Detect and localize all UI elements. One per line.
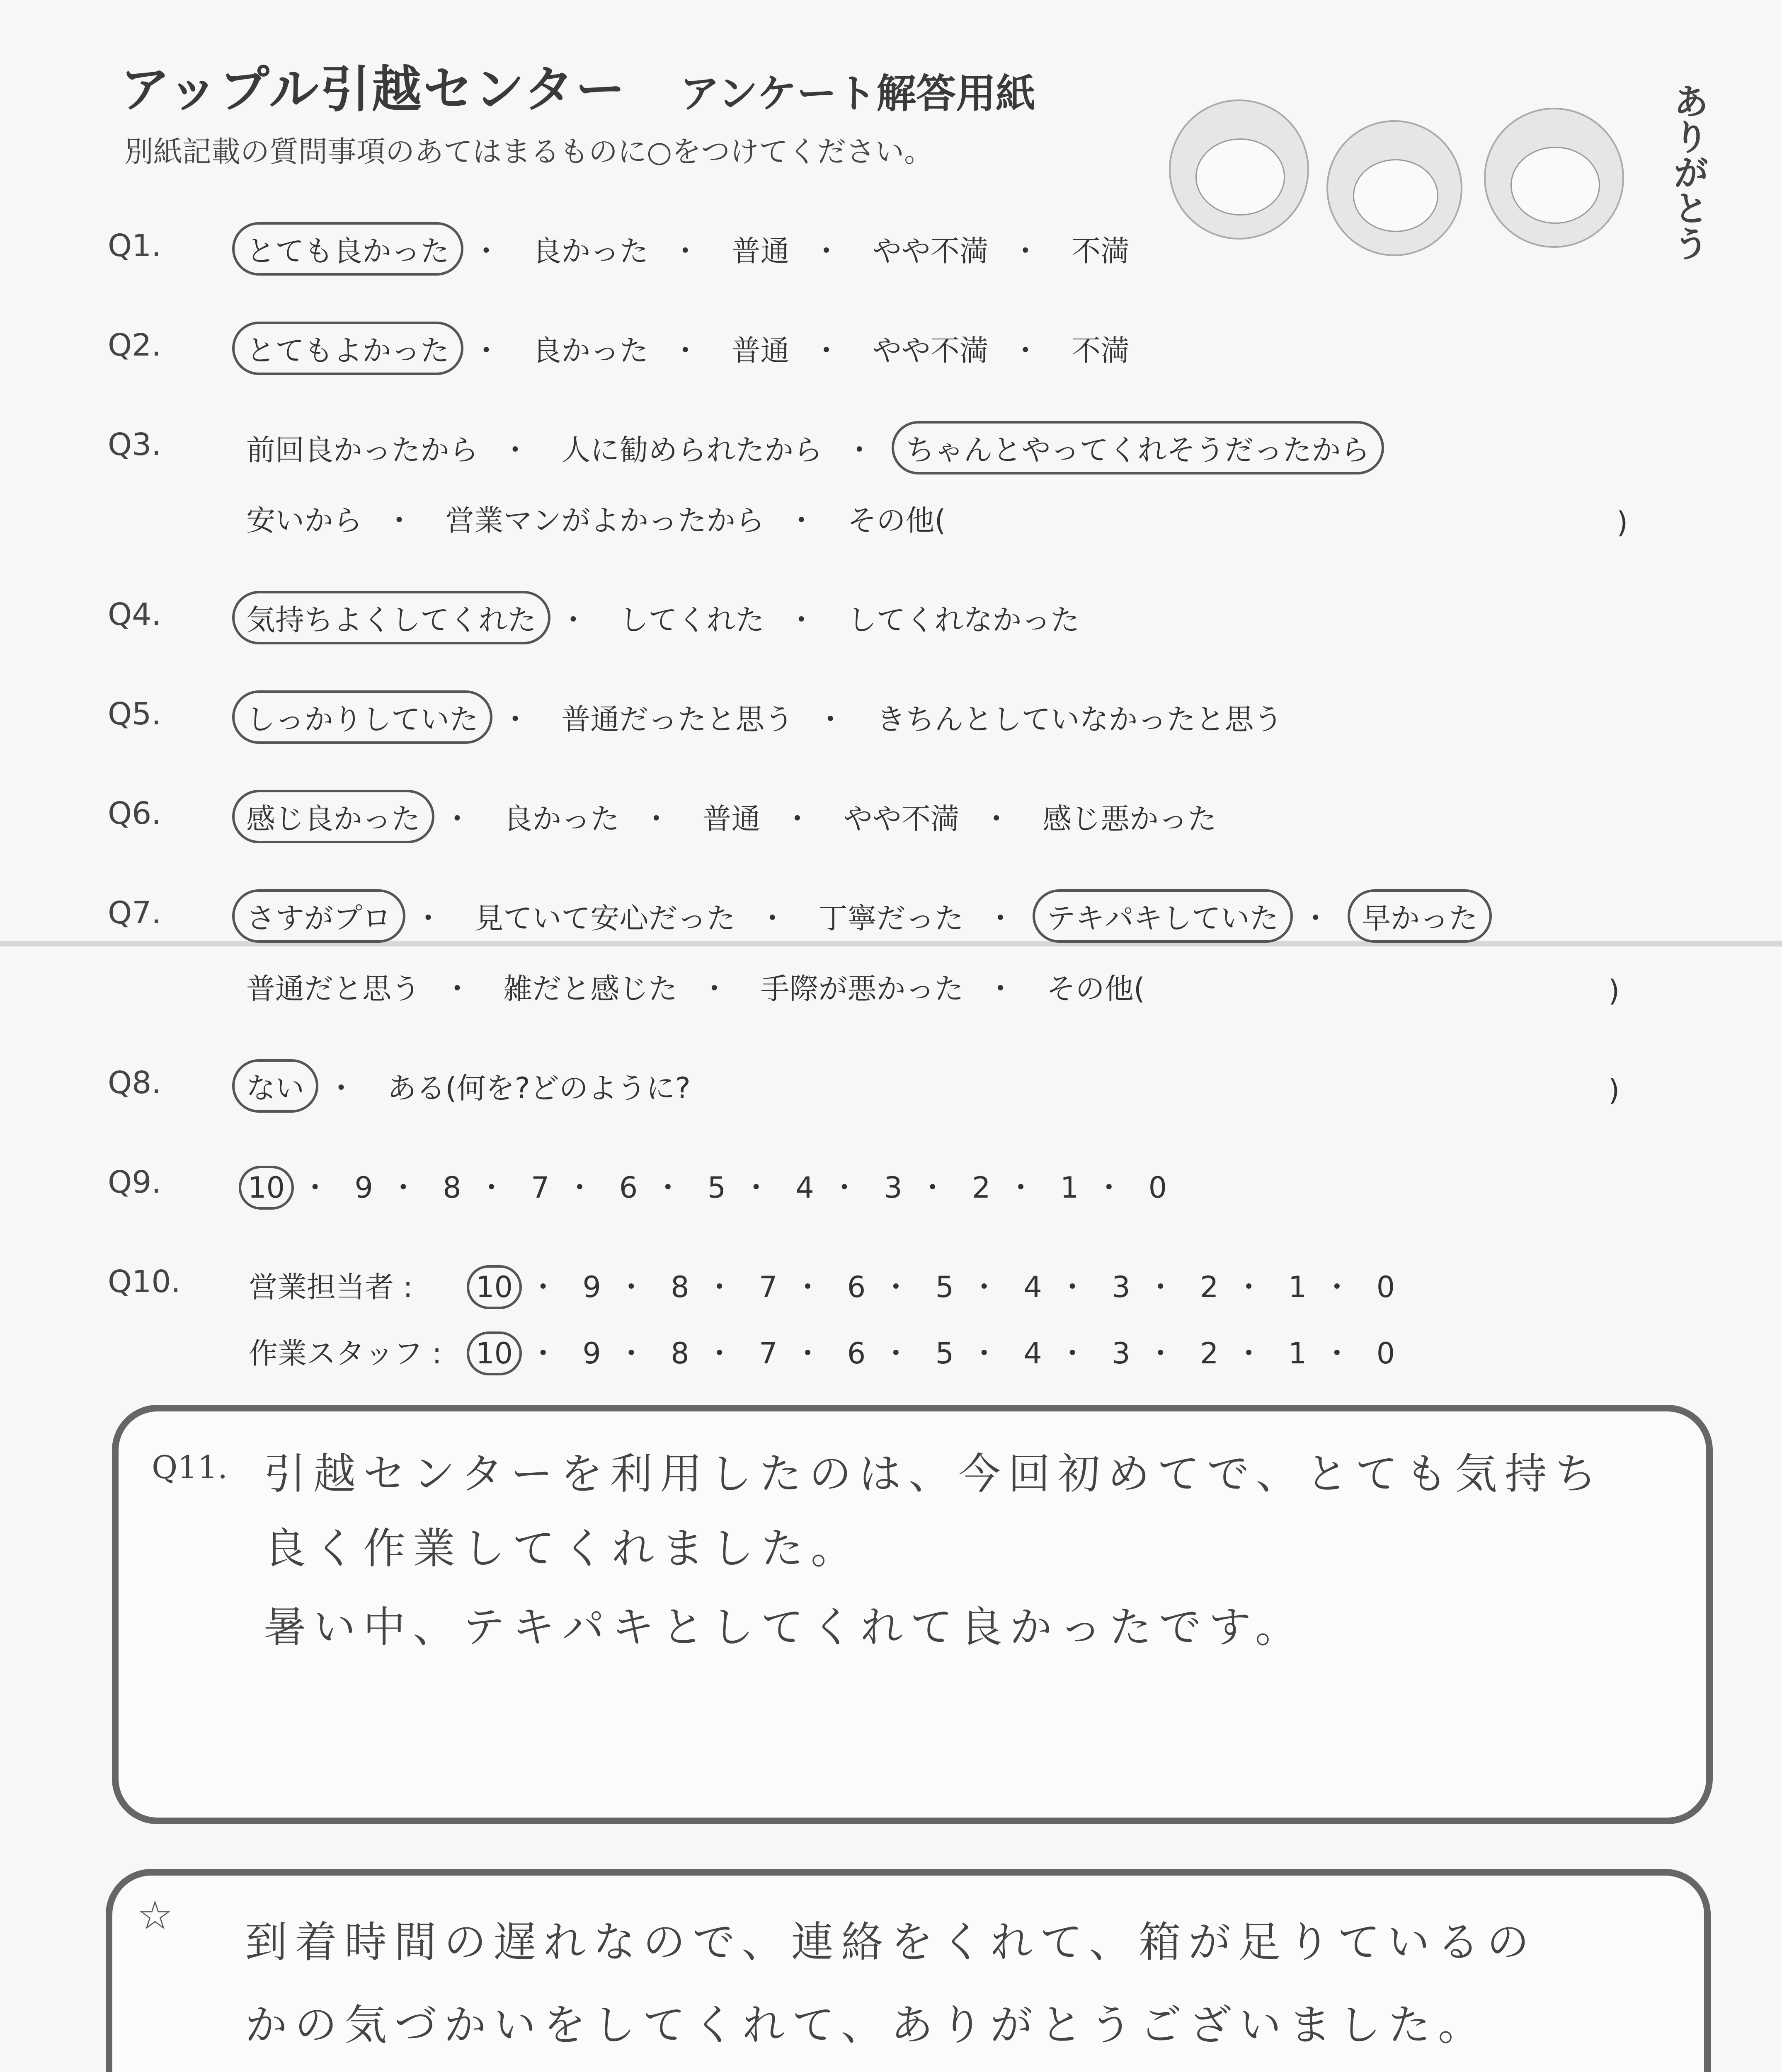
q10-sales-score-selected[interactable]: 10 — [468, 1270, 520, 1304]
q10-sales-score[interactable]: 9 — [582, 1270, 601, 1304]
q9-score[interactable]: 3 — [884, 1171, 902, 1205]
q7-close-paren: ) — [1608, 974, 1620, 1008]
q9-score[interactable]: 7 — [531, 1171, 550, 1205]
q10-sales-score[interactable]: 3 — [1112, 1270, 1130, 1304]
q9-score[interactable]: 1 — [1060, 1171, 1079, 1205]
q9-score-selected[interactable]: 10 — [240, 1171, 292, 1205]
free-comment-box[interactable] — [106, 1869, 1711, 2072]
q5-option[interactable]: きちんとしていなかったと思う — [876, 702, 1283, 736]
q2-option[interactable]: やや不満 — [872, 334, 989, 368]
q7-option[interactable]: 丁寧だった — [818, 901, 964, 935]
q2-option[interactable]: 良かった — [532, 334, 649, 368]
q3-option[interactable]: 人に勧められたから — [561, 433, 823, 467]
q1-option[interactable]: 良かった — [532, 234, 649, 268]
q9-score[interactable]: 0 — [1148, 1171, 1167, 1205]
q7-option-other[interactable]: その他( — [1046, 972, 1145, 1006]
q10-sales-score[interactable]: 5 — [935, 1270, 954, 1304]
q10-staff-score[interactable]: 6 — [847, 1336, 866, 1370]
q10-staff-score[interactable]: 7 — [759, 1336, 778, 1370]
q9-score[interactable]: 2 — [972, 1171, 991, 1205]
q1-option[interactable]: 不満 — [1072, 234, 1130, 268]
q1-option[interactable]: やや不満 — [872, 234, 989, 268]
q3-option[interactable]: 営業マンがよかったから — [445, 503, 765, 537]
q10-staff-score[interactable]: 1 — [1288, 1336, 1307, 1370]
q10-sales-score[interactable]: 2 — [1200, 1270, 1219, 1304]
q11-comment-line: 良く作業してくれました。 — [264, 1524, 861, 1573]
q2-options: とてもよかった ・ 良かった ・ 普通 ・ やや不満 ・ 不満 — [232, 327, 1144, 369]
q6-option[interactable]: 良かった — [503, 802, 620, 836]
q6-label: Q6. — [108, 796, 161, 831]
q6-options: 感じ良かった ・ 良かった ・ 普通 ・ やや不満 ・ 感じ悪かった — [232, 796, 1231, 838]
q9-score[interactable]: 4 — [795, 1171, 814, 1205]
q1-option[interactable]: 普通 — [731, 234, 790, 268]
q4-option[interactable]: してくれなかった — [847, 603, 1080, 637]
q9-score[interactable]: 9 — [354, 1171, 373, 1205]
q7-option-selected[interactable]: さすがプロ — [232, 895, 405, 937]
q9-label: Q9. — [108, 1164, 161, 1200]
q4-option-selected[interactable]: 気持ちよくしてくれた — [232, 597, 550, 639]
q8-options: ない ・ ある(何を?どのように? — [232, 1065, 705, 1107]
q7-label: Q7. — [108, 895, 161, 931]
q4-option[interactable]: してくれた — [619, 603, 765, 637]
q6-option[interactable]: やや不満 — [843, 802, 960, 836]
q9-score[interactable]: 6 — [619, 1171, 638, 1205]
q7-option[interactable]: 見ていて安心だった — [474, 901, 736, 935]
q10-label: Q10. — [108, 1264, 181, 1300]
q11-comment-line: 暑い中、テキパキとしてくれて良かったです。 — [264, 1603, 1305, 1652]
q9-score[interactable]: 5 — [707, 1171, 726, 1205]
q10-sales-score[interactable]: 0 — [1376, 1270, 1395, 1304]
q10-staff-score[interactable]: 9 — [582, 1336, 601, 1370]
q10-sales-score[interactable]: 6 — [847, 1270, 866, 1304]
q3-options-line1: 前回良かったから ・ 人に勧められたから ・ ちゃんとやってくれそうだったから — [232, 427, 1384, 469]
q10-sales-score[interactable]: 4 — [1023, 1270, 1042, 1304]
q8-close-paren: ) — [1608, 1073, 1620, 1107]
q2-option-selected[interactable]: とてもよかった — [232, 327, 463, 369]
q11-comment-line: 引越センターを利用したのは、今回初めてで、とても気持ち — [264, 1450, 1604, 1499]
q10-staff-scale: 10 ・ 9 ・ 8 ・ 7 ・ 6 ・ 5 ・ 4 ・ 3 ・ 2 ・ 1 ・ 0 — [468, 1330, 1402, 1372]
q10-staff-score[interactable]: 8 — [671, 1336, 689, 1370]
q10-staff-score[interactable]: 4 — [1023, 1336, 1042, 1370]
q6-option-selected[interactable]: 感じ良かった — [232, 796, 434, 838]
q11-comment-box[interactable] — [112, 1405, 1713, 1824]
q8-option-selected[interactable]: ない — [232, 1065, 318, 1107]
q10-staff-label: 作業スタッフ : — [249, 1336, 442, 1370]
q6-option[interactable]: 感じ悪かった — [1043, 802, 1217, 836]
q7-option[interactable]: 雑だと感じた — [503, 972, 678, 1006]
q3-close-paren: ) — [1617, 506, 1628, 540]
q10-staff-score[interactable]: 0 — [1376, 1336, 1395, 1370]
q10-staff-score-selected[interactable]: 10 — [468, 1336, 520, 1370]
q8-option[interactable]: ある(何を?どのように? — [387, 1071, 691, 1105]
instruction-text: 別紙記載の質問事項のあてはまるものに○をつけてください。 — [124, 135, 933, 169]
survey-company-title: アップル引越センター — [120, 61, 627, 119]
q11-label: Q11. — [152, 1449, 228, 1486]
q3-label: Q3. — [108, 427, 161, 462]
q7-option[interactable]: 普通だと思う — [246, 972, 420, 1006]
q9-score[interactable]: 8 — [443, 1171, 461, 1205]
q3-option[interactable]: 前回良かったから — [246, 433, 478, 467]
q3-option-selected[interactable]: ちゃんとやってくれそうだったから — [892, 427, 1384, 469]
q3-options-line2: 安いから ・ 営業マンがよかったから ・ その他( — [232, 497, 960, 539]
q7-option-selected[interactable]: 早かった — [1348, 895, 1492, 937]
q9-scale: 10 ・ 9 ・ 8 ・ 7 ・ 6 ・ 5 ・ 4 ・ 3 ・ 2 ・ 1 ・ 0 — [240, 1164, 1174, 1206]
q10-staff-score[interactable]: 3 — [1112, 1336, 1130, 1370]
q3-option[interactable]: 安いから — [246, 503, 362, 537]
q10-sales-label: 営業担当者 : — [249, 1270, 413, 1304]
q5-options: しっかりしていた ・ 普通だったと思う ・ きちんとしていなかったと思う — [232, 696, 1297, 738]
q10-sales-score[interactable]: 8 — [671, 1270, 689, 1304]
q1-options: とても良かった ・ 良かった ・ 普通 ・ やや不満 ・ 不満 — [232, 228, 1144, 270]
q10-staff-score[interactable]: 5 — [935, 1336, 954, 1370]
q10-sales-score[interactable]: 7 — [759, 1270, 778, 1304]
q8-label: Q8. — [108, 1065, 161, 1101]
q2-option[interactable]: 普通 — [731, 334, 790, 368]
q2-label: Q2. — [108, 327, 161, 363]
star-icon: ☆ — [137, 1892, 173, 1939]
q10-staff-score[interactable]: 2 — [1200, 1336, 1219, 1370]
q6-option[interactable]: 普通 — [702, 802, 761, 836]
q7-options-line2: 普通だと思う ・ 雑だと感じた ・ 手際が悪かった ・ その他( — [232, 966, 1159, 1007]
q7-option[interactable]: 手際が悪かった — [760, 972, 964, 1006]
q5-option[interactable]: 普通だったと思う — [561, 702, 794, 736]
q10-sales-scale: 10 ・ 9 ・ 8 ・ 7 ・ 6 ・ 5 ・ 4 ・ 3 ・ 2 ・ 1 ・ 0 — [468, 1264, 1402, 1306]
q4-options: 気持ちよくしてくれた ・ してくれた ・ してくれなかった — [232, 597, 1094, 639]
q10-sales-score[interactable]: 1 — [1288, 1270, 1307, 1304]
q7-options-line1: さすがプロ ・ 見ていて安心だった ・ 丁寧だった ・ テキパキしていた ・ 早かった — [232, 895, 1492, 937]
free-comment-line: かの気づかいをしてくれて、ありがとうございました。 — [245, 2001, 1488, 2050]
q5-label: Q5. — [108, 696, 161, 732]
survey-form-subtitle: アンケート解答用紙 — [680, 70, 1036, 117]
q3-option-other[interactable]: その他( — [847, 503, 946, 537]
q5-option-selected[interactable]: しっかりしていた — [232, 696, 492, 738]
monkey-mascot-icon — [1169, 83, 1666, 282]
q7-option-selected[interactable]: テキパキしていた — [1033, 895, 1293, 937]
q2-option[interactable]: 不満 — [1072, 334, 1130, 368]
q1-option-selected[interactable]: とても良かった — [232, 228, 463, 270]
thanks-text: ありがとう — [1667, 83, 1709, 261]
q1-label: Q1. — [108, 228, 161, 264]
free-comment-line: 到着時間の遅れなので、連絡をくれて、箱が足りているの — [245, 1918, 1537, 1967]
q4-label: Q4. — [108, 597, 161, 632]
